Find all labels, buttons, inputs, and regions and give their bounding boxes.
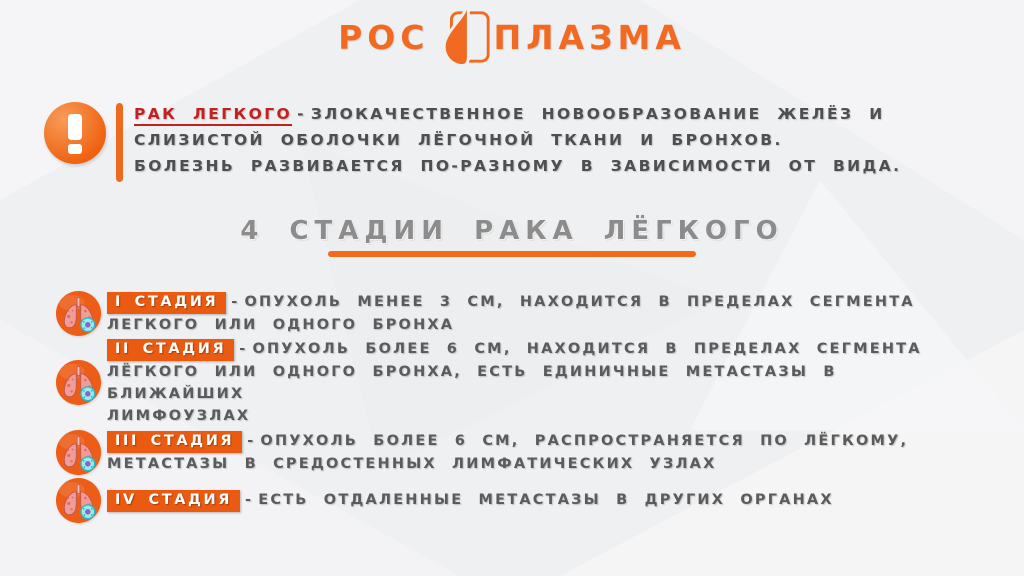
stage-row-2 (55, 340, 969, 424)
exclamation-icon (44, 102, 106, 164)
page-title: 4 СТАДИИ РАКА ЛЁГКОГО (240, 216, 784, 246)
stage-3-badge: III СТАДИЯ (107, 431, 242, 453)
exclamation-dot (68, 144, 82, 154)
term-lung-cancer: РАК ЛЕГКОГО (134, 105, 292, 126)
stage-2-line-2: ЛЁГКОГО ИЛИ ОДНОГО БРОНХА, ЕСТЬ ЕДИНИЧНЫЕ МЕТАСТАЗЫ В БЛИЖАЙШИХ (107, 363, 837, 402)
stage-1-text (107, 291, 969, 336)
stage-1-line-1: ОПУХОЛЬ МЕНЕЕ 3 СМ, НАХОДИТСЯ В ПРЕДЕЛАХ СЕГМЕНТА (244, 293, 915, 310)
exclamation-bar (68, 114, 82, 140)
lungs-icon (55, 359, 102, 406)
intro-paragraph (134, 101, 1014, 179)
stage-1-badge: I СТАДИЯ (107, 292, 226, 314)
dash-separator: - (239, 340, 248, 357)
lungs-icon (55, 477, 102, 524)
stage-1-line-2: ЛЕГКОГО ИЛИ ОДНОГО БРОНХА (107, 316, 455, 333)
stage-4-badge: IV СТАДИЯ (107, 490, 240, 512)
stage-row-4 (55, 480, 969, 520)
stage-2-line-1: ОПУХОЛЬ БОЛЕЕ 6 СМ, НАХОДИТСЯ В ПРЕДЕЛАХ СЕГМЕНТА (252, 340, 922, 357)
dash-separator: - (231, 293, 240, 310)
stage-row-1 (55, 288, 969, 338)
stage-row-3 (55, 427, 969, 477)
accent-divider-bar (116, 103, 123, 182)
stage-4-text (107, 489, 969, 512)
intro-line-3: БОЛЕЗНЬ РАЗВИВАЕТСЯ ПО-РАЗНОМУ В ЗАВИСИМОСТИ ОТ ВИДА. (134, 157, 902, 175)
stage-3-line-1: ОПУХОЛЬ БОЛЕЕ 6 СМ, РАСПРОСТРАНЯЕТСЯ ПО ЛЁГКОМУ, (260, 432, 909, 449)
intro-line-1-text: ЗЛОКАЧЕСТВЕННОЕ НОВООБРАЗОВАНИЕ ЖЕЛЁЗ И (310, 105, 885, 123)
lungs-icon (55, 290, 102, 337)
logo-text-ros: РОС (338, 17, 430, 57)
lungs-icon (55, 429, 102, 476)
stage-3-line-2: МЕТАСТАЗЫ В СРЕДОСТЕННЫХ ЛИМФАТИЧЕСКИХ УЗЛАХ (107, 455, 717, 472)
stage-4-line-1: ЕСТЬ ОТДАЛЕННЫЕ МЕТАСТАЗЫ В ДРУГИХ ОРГАНАХ (258, 491, 834, 508)
stage-2-text (107, 338, 969, 427)
stage-2-badge: II СТАДИЯ (107, 339, 234, 361)
title-underline (328, 251, 696, 257)
dash-separator: - (247, 432, 256, 449)
intro-line-2: СЛИЗИСТОЙ ОБОЛОЧКИ ЛЁГОЧНОЙ ТКАНИ И БРОНХОВ. (134, 131, 783, 149)
logo (0, 8, 1024, 66)
stage-3-text (107, 430, 969, 475)
intro-line-1 (134, 101, 1014, 127)
dash-separator: - (245, 491, 254, 508)
stage-2-line-3: ЛИМФОУЗЛАХ (107, 407, 251, 424)
dash-separator: - (297, 105, 306, 123)
blood-drop-icon (435, 8, 493, 66)
logo-text-plazma: ПЛАЗМА (493, 17, 686, 57)
